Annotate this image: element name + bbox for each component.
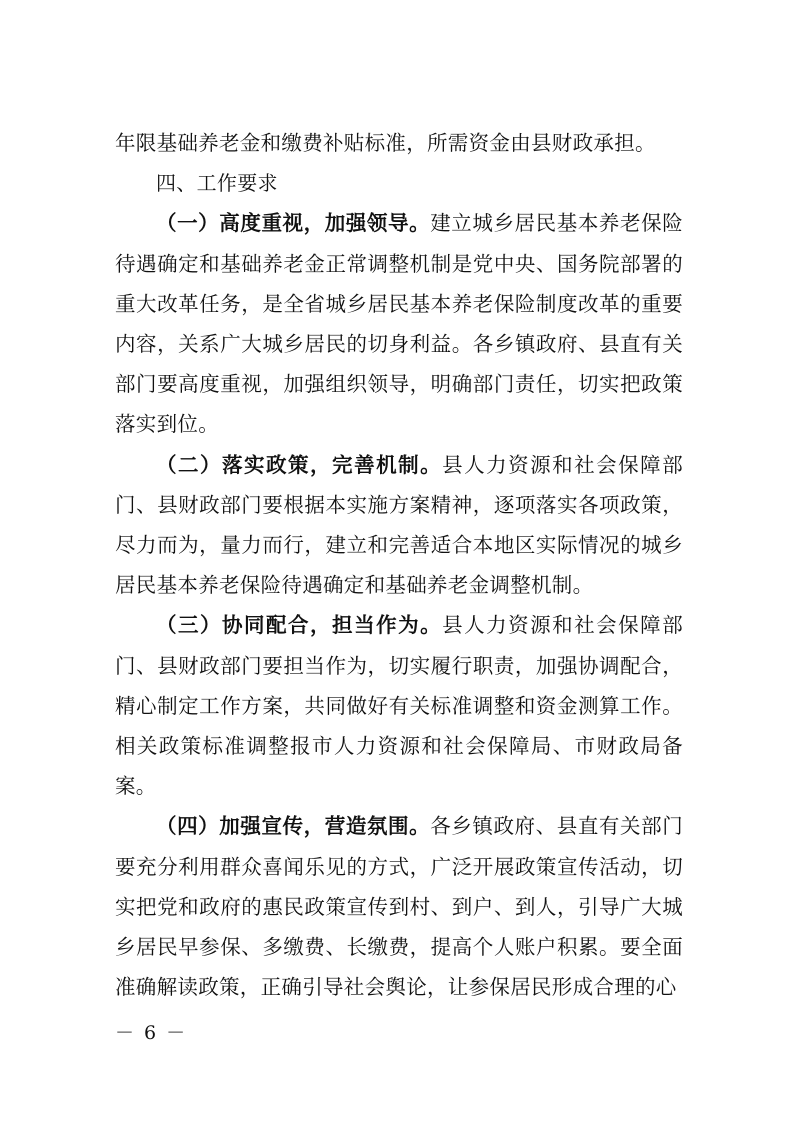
section-heading-text: 四、工作要求 <box>156 171 278 196</box>
requirement-body-3: 县人力资源和社会保障部门、县财政部门要担当作为，切实履行职责，加强协调配合，精心制定工作方案，共同做好有关标准调整和资金测算工作。相关政策标准调整报市人力资源和社会保障局、市财政局备案。 <box>115 613 683 799</box>
requirement-body-2: 县人力资源和社会保障部门、县财政部门要根据本实施方案精神，逐项落实各项政策，尽力而为，量力而行，建立和完善适合本地区实际情况的城乡居民基本养老保险待遇确定和基础养老金调整机制。 <box>115 452 683 598</box>
requirement-paragraph-1 <box>115 203 683 444</box>
requirement-paragraph-3 <box>115 605 683 806</box>
requirement-body-4: 各乡镇政府、县直有关部门要充分利用群众喜闻乐见的方式，广泛开展政策宣传活动，切实把党和政府的惠民政策宣传到村、到户、到人，引导广大城乡居民早参保、多缴费、长缴费，提高个人账户积累。要全面准确解读政策，正确引导社会舆论，让参保居民形成合理的心 <box>115 814 683 1000</box>
requirement-paragraph-2 <box>115 445 683 606</box>
intro-text: 年限基础养老金和缴费补贴标准，所需资金由县财政承担。 <box>115 131 656 155</box>
intro-paragraph <box>115 123 683 163</box>
requirement-lead-4: （四）加强宣传，营造氛围。 <box>156 814 431 839</box>
requirement-lead-3: （三）协同配合，担当作为。 <box>156 613 443 638</box>
requirement-paragraph-4 <box>115 806 683 1007</box>
requirement-lead-2: （二）落实政策，完善机制。 <box>156 452 443 477</box>
requirement-body-1: 建立城乡居民基本养老保险待遇确定和基础养老金正常调整机制是党中央、国务院部署的重大改革任务，是全省城乡居民基本养老保险制度改革的重要内容，关系广大城乡居民的切身利益。各乡镇政府、县直有关部门要高度重视，加强组织领导，明确部门责任，切实把政策落实到位。 <box>115 211 683 437</box>
document-body <box>115 123 683 1007</box>
section-heading <box>115 163 683 203</box>
requirement-lead-1: （一）高度重视，加强领导。 <box>156 211 431 236</box>
page-number: － 6 － <box>115 1022 188 1044</box>
